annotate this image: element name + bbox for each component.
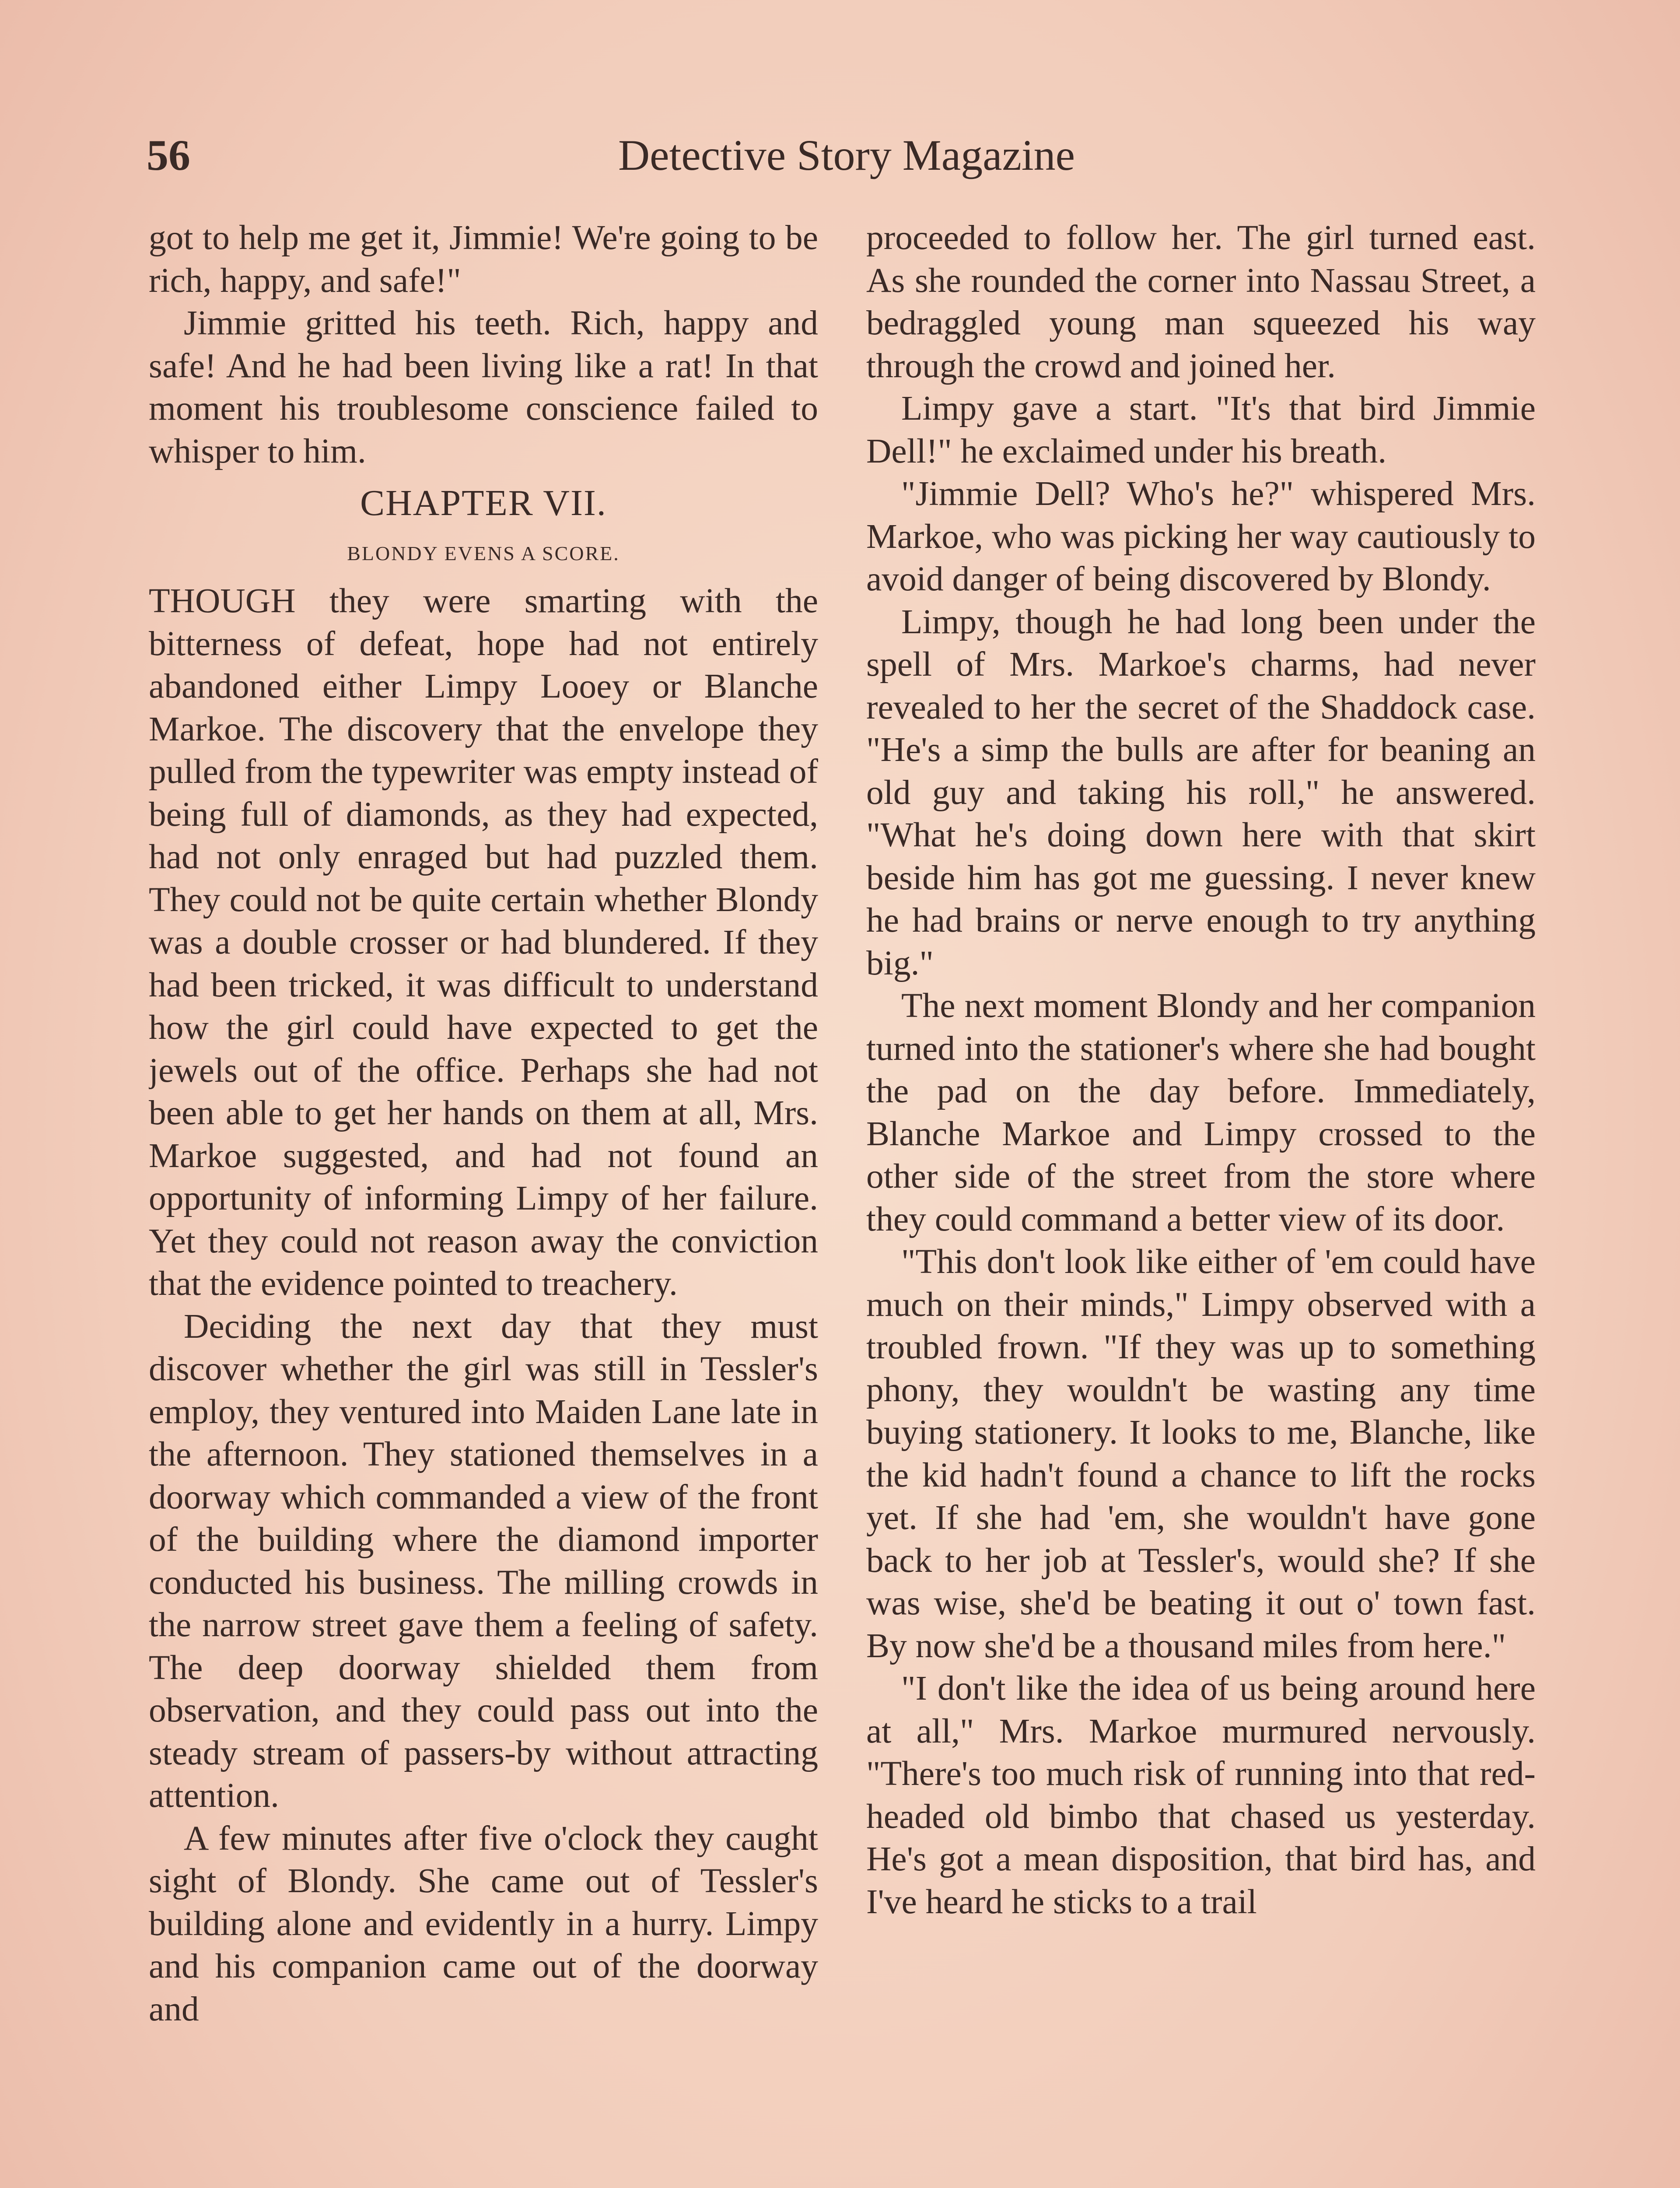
- paragraph: "Jimmie Dell? Who's he?" whispered Mrs. Markoe, who was picking her way cautiously to avoid danger of being discovered by Blondy.: [866, 474, 1536, 598]
- paragraph: Limpy gave a start. "It's that bird Jimmie Dell!" he exclaimed under his breath.: [866, 389, 1536, 470]
- paragraph: "This don't look like either of 'em could have much on their minds," Limpy observed with a troubled frown. "If they was up to something phony, they wouldn't be wasting any time buying stationery. It looks to me, Blanche, like the kid hadn't found a chance to lift the rocks yet. If she had 'em, she wouldn't have gone back to her job at Tessler's, would she? If she was wise, she'd be beating it out o' town fast. By now she'd be a thousand miles from here.": [866, 1242, 1536, 1665]
- right-column: [866, 217, 1536, 2188]
- chapter-title: CHAPTER VII.: [360, 483, 607, 523]
- paragraph: "I don't like the idea of us being around here at all," Mrs. Markoe murmured nervously. "There's too much risk of running into that red-headed old bimbo that chased us yesterday. He's got a mean disposition, that bird has, and I've heard he sticks to a trail: [866, 1669, 1536, 1921]
- paragraph: The next moment Blondy and her companion turned into the stationer's where she had bought the pad on the day before. Immediately, Blanche Markoe and Limpy crossed to the other side of the street from the store where they could command a better view of its door.: [866, 986, 1536, 1238]
- paragraph: Deciding the next day that they must discover whether the girl was still in Tessler's employ, they ventured into Maiden Lane late in the afternoon. They stationed themselves in a doorway which commanded a view of the front of the building where the diamond importer conducted his business. The milling crowds in the narrow street gave them a feeling of safety. The deep doorway shielded them from observation, and they could pass out into the steady stream of passers-by without attracting attention.: [149, 1307, 818, 1815]
- paragraph: Jimmie gritted his teeth. Rich, happy and safe! And he had been living like a rat! In that moment his troublesome conscience failed to whisper to him.: [149, 304, 818, 470]
- page-number: 56: [147, 131, 190, 179]
- paragraph: THOUGH they were smarting with the bitterness of defeat, hope had not entirely abandoned either Limpy Looey or Blanche Markoe. The discovery that the envelope they pulled from the typewriter was empty instead of being full of diamonds, as they had expected, had not only enraged but had puzzled them. They could not be quite certain whether Blondy was a double crosser or had blundered. If they had been tricked, it was difficult to understand how the girl could have expected to get the jewels out of the office. Perhaps she had not been able to get her hands on them at all, Mrs. Markoe suggested, and had not found an opportunity of informing Limpy of her failure. Yet they could not reason away the conviction that the evidence pointed to treachery.: [149, 582, 818, 1303]
- page-header: [147, 127, 1547, 184]
- paragraph: proceeded to follow her. The girl turned east. As she rounded the corner into Nassau Street, a bedraggled young man squeezed his way through the crowd and joined her.: [866, 218, 1536, 385]
- running-title: Detective Story Magazine: [618, 131, 1075, 179]
- paragraph: A few minutes after five o'clock they caught sight of Blondy. She came out of Tessler's building alone and evidently in a hurry. Limpy and his companion came out of the doorway and: [149, 1819, 818, 2028]
- paragraph: got to help me get it, Jimmie! We're going to be rich, happy, and safe!": [149, 218, 818, 300]
- chapter-subtitle: BLONDY EVENS A SCORE.: [347, 542, 620, 565]
- paragraph: Limpy, though he had long been under the spell of Mrs. Markoe's charms, had never revealed to her the secret of the Shaddock case. "He's a simp the bulls are after for beaning an old guy and taking his roll," he answered. "What he's doing down here with that skirt beside him has got me guessing. I never knew he had brains or nerve enough to try anything big.": [866, 602, 1536, 982]
- left-column: [149, 217, 818, 2188]
